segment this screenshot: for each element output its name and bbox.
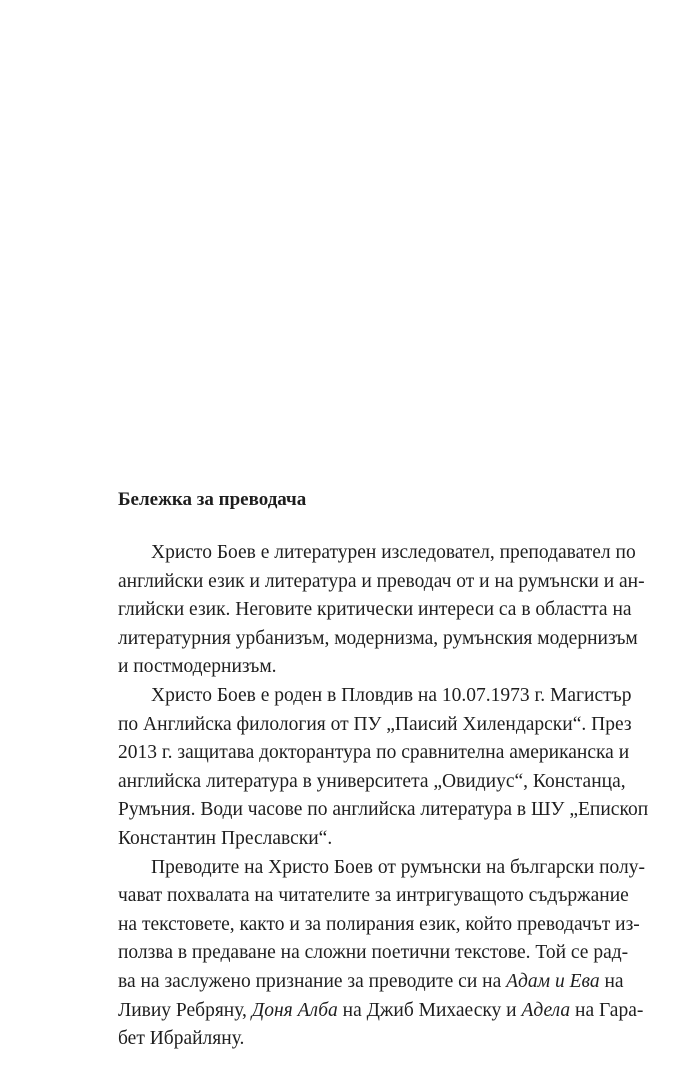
line-text: на Джиб Михаеску и xyxy=(337,999,522,1021)
line-text: ва на заслужено признание за преводите си на xyxy=(118,970,507,992)
line-text: на xyxy=(599,970,624,992)
line-text: Константин Преславски“. xyxy=(118,827,333,849)
text-line xyxy=(118,854,645,883)
text-line xyxy=(118,939,629,968)
line-text: глийски език. Неговите критически интереси са в областта на xyxy=(118,599,632,621)
text-line xyxy=(118,997,644,1026)
text-line xyxy=(118,796,649,825)
text-line xyxy=(118,882,629,911)
book-title: Адам и Ева xyxy=(506,970,600,992)
paragraph-1 xyxy=(118,539,645,682)
text-line xyxy=(118,768,626,797)
book-title: Доня Алба xyxy=(251,999,338,1021)
line-text: Преводите на Христо Боев от румънски на български полу- xyxy=(151,856,645,878)
line-text: ползва в предаване на сложни поетични текстове. Той се рад- xyxy=(118,942,629,964)
line-text: английска литература в университета „Овидиус“, Констанца, xyxy=(118,770,626,792)
text-line xyxy=(118,682,632,711)
book-title: Адела xyxy=(521,999,571,1021)
paragraph-3 xyxy=(118,854,645,1054)
paragraph-2 xyxy=(118,682,649,854)
line-text: бет Ибрайляну. xyxy=(118,1028,245,1050)
text-line xyxy=(118,1025,586,1054)
translator-note xyxy=(118,486,649,1054)
text-line xyxy=(118,711,632,740)
text-line xyxy=(118,739,630,768)
line-text: на Гара- xyxy=(570,999,644,1021)
line-text: английски език и литература и преводач от и на румънски и ан- xyxy=(118,570,645,592)
text-line xyxy=(118,968,624,997)
line-text: Румъния. Води часове по английска литература в ШУ „Епископ xyxy=(118,799,649,821)
text-line xyxy=(118,596,632,625)
text-line xyxy=(118,625,638,654)
text-line xyxy=(118,825,586,854)
line-text: на текстовете, както и за полирания език, който преводачът из- xyxy=(118,913,640,935)
section-heading: Бележка за преводача xyxy=(118,489,307,510)
line-text: 2013 г. защитава докторантура по сравнителна американска и xyxy=(118,742,630,764)
line-text: Ливиу Ребряну, xyxy=(118,999,252,1021)
text-line xyxy=(118,653,586,682)
text-line xyxy=(118,539,636,568)
line-text: Христо Боев е литературен изследовател, преподавател по xyxy=(151,542,636,563)
line-text: литературния урбанизъм, модернизма, румънския модернизъм xyxy=(118,627,638,649)
line-text: чават похвалата на читателите за интригуващото съдържание xyxy=(118,885,629,907)
text-line xyxy=(118,911,640,940)
line-text: и постмодернизъм. xyxy=(118,656,277,678)
text-line xyxy=(118,568,645,597)
line-text: Христо Боев е роден в Пловдив на 10.07.1973 г. Магистър xyxy=(151,684,632,706)
line-text: по Английска филология от ПУ „Паисий Хилендарски“. През xyxy=(118,713,632,735)
